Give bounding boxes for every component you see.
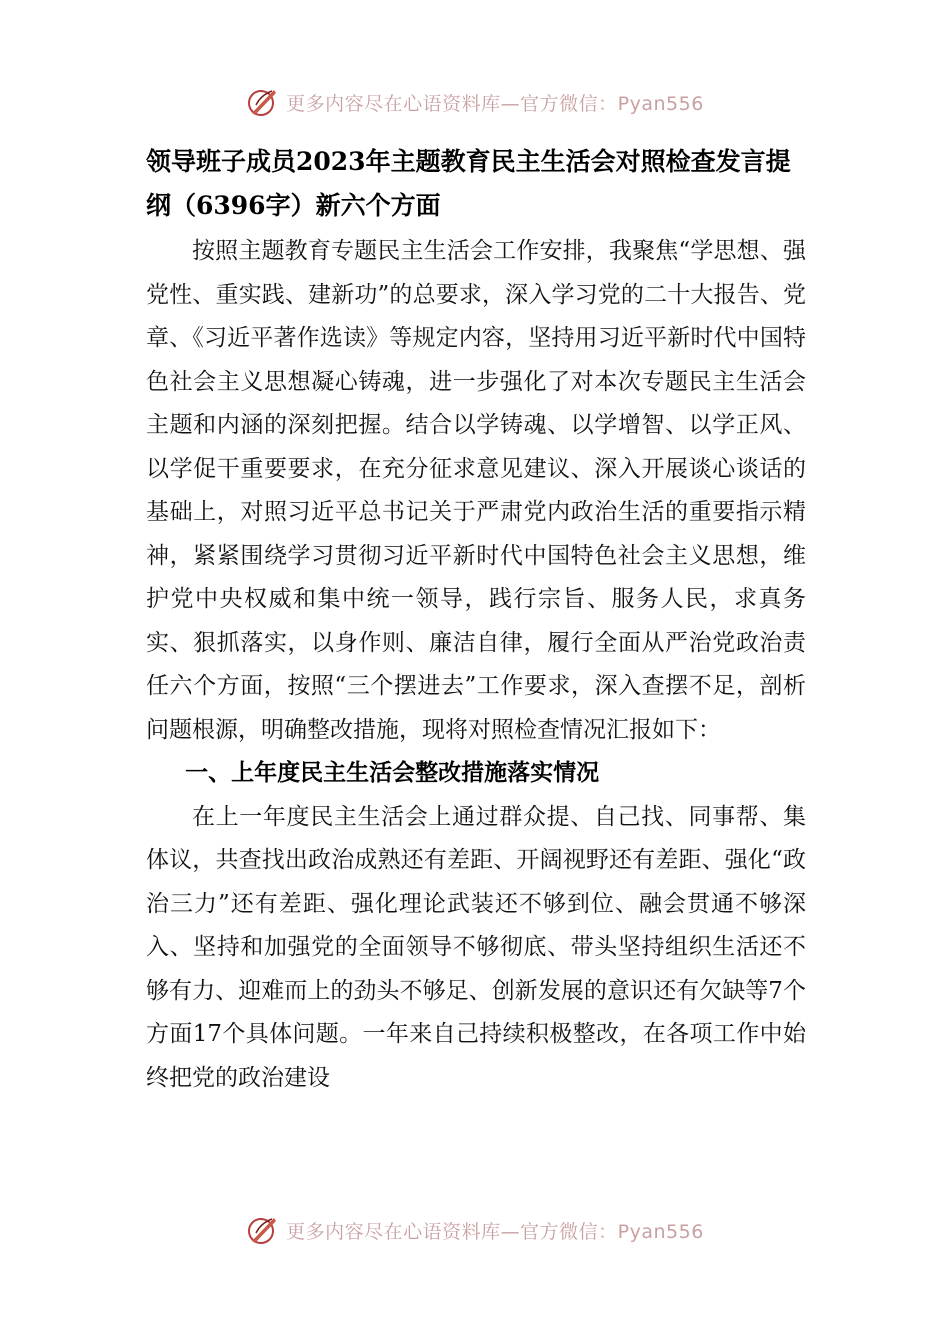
watermark-banner-bottom (0, 1210, 950, 1250)
intro-paragraph: 按照主题教育专题民主生活会工作安排，我聚焦“学思想、强党性、重实践、建新功”的总要求，深入学习党的二十大报告、党章、《习近平著作选读》等规定内容，坚持用习近平新时代中国特色社会主义思想凝心铸魂，进一步强化了对本次专题民主生活会主题和内涵的深刻把握。结合以学铸魂、以学增智、以学正风、以学促干重要要求，在充分征求意见建议、深入开展谈心谈话的基础上，对照习近平总书记关于严肃党内政治生活的重要指示精神，紧紧围绕学习贯彻习近平新时代中国特色社会主义思想，维护党中央权威和集中统一领导，践行宗旨、服务人民，求真务实、狠抓落实，以身作则、廉洁自律，履行全面从严治党政治责任六个方面，按照“三个摆进去”工作要求，深入查摆不足，剖析问题根源，明确整改措施，现将对照检查情况汇报如下： (146, 238, 806, 743)
quill-logo-icon (246, 85, 280, 119)
watermark-text: 更多内容尽在心语资料库—官方微信：Pyan556 (286, 1220, 704, 1243)
section-heading: 一、上年度民主生活会整改措施落实情况 (185, 760, 600, 786)
section-paragraph: 在上一年度民主生活会上通过群众提、自己找、同事帮、集体议，共查找出政治成熟还有差距、开阔视野还有差距、强化“政治三力”还有差距、强化理论武装还不够到位、融会贯通不够深入、坚持和加强党的全面领导不够彻底、带头坚持组织生活还不够有力、迎难而上的劲头不够足、创新发展的意识还有欠缺等7个方面17个具体问题。一年来自己持续积极整改，在各项工作中始终把党的政治建设 (146, 803, 806, 1091)
document-body (146, 230, 806, 1100)
document-title: 领导班子成员2023年主题教育民主生活会对照检查发言提纲（6396字）新六个方面 (146, 147, 791, 220)
watermark-text: 更多内容尽在心语资料库—官方微信：Pyan556 (286, 92, 704, 115)
quill-logo-icon (246, 1213, 280, 1247)
watermark-banner-top (0, 82, 950, 122)
